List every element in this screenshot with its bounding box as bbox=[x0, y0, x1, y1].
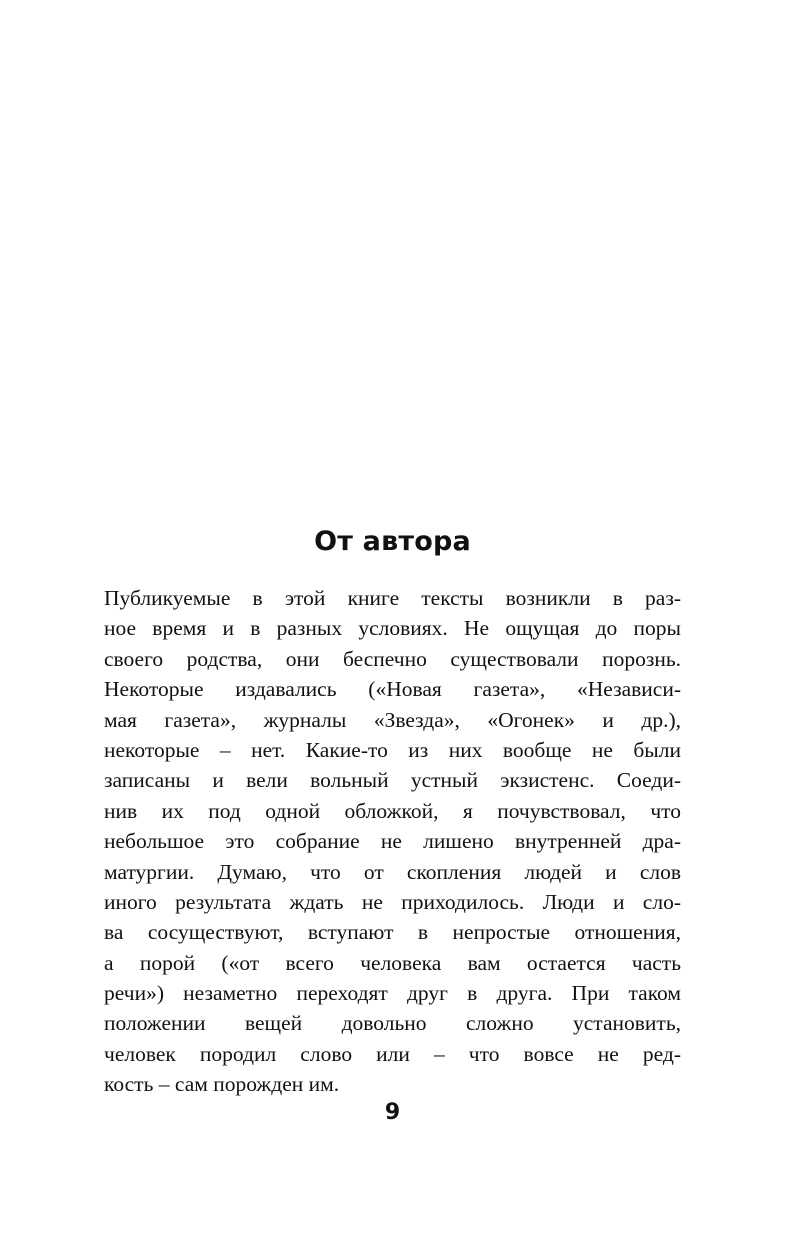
text-line: матургии. Думаю, что от скопления людей и слов bbox=[104, 859, 681, 884]
page-number: 9 bbox=[384, 1100, 401, 1125]
text-line: ва сосуществуют, вступают в непростые отношения, bbox=[104, 920, 681, 945]
text-line: Публикуемые в этой книге тексты возникли в раз- bbox=[104, 586, 681, 610]
text-line: кость – сам порожден им. bbox=[104, 1072, 340, 1097]
text-line: речи») незаметно переходят друг в друга. При таком bbox=[104, 981, 681, 1006]
text-line: Некоторые издавались («Новая газета», «Независи- bbox=[104, 677, 681, 702]
text-line: мая газета», журналы «Звезда», «Огонек» и др.), bbox=[104, 707, 681, 732]
text-line: а порой («от всего человека вам остается часть bbox=[104, 950, 681, 975]
text-line: небольшое это собрание не лишено внутренней дра- bbox=[104, 829, 681, 854]
text-line: некоторые – нет. Какие-то из них вообще не были bbox=[104, 737, 681, 762]
text-line: иного результата ждать не приходилось. Люди и сло- bbox=[104, 889, 681, 914]
chapter-title: От автора bbox=[314, 526, 471, 557]
text-line: своего родства, они беспечно существовали порознь. bbox=[104, 646, 681, 671]
text-line: человек породил слово или – что вовсе не ред- bbox=[104, 1041, 681, 1066]
body-paragraph bbox=[104, 583, 681, 1100]
text-line: нив их под одной обложкой, я почувствовал, что bbox=[104, 798, 681, 823]
text-line: ное время и в разных условиях. Не ощущая до поры bbox=[104, 616, 681, 641]
text-line: записаны и вели вольный устный экзистенс. Соеди- bbox=[104, 768, 681, 793]
text-line: положении вещей довольно сложно установить, bbox=[104, 1011, 681, 1036]
